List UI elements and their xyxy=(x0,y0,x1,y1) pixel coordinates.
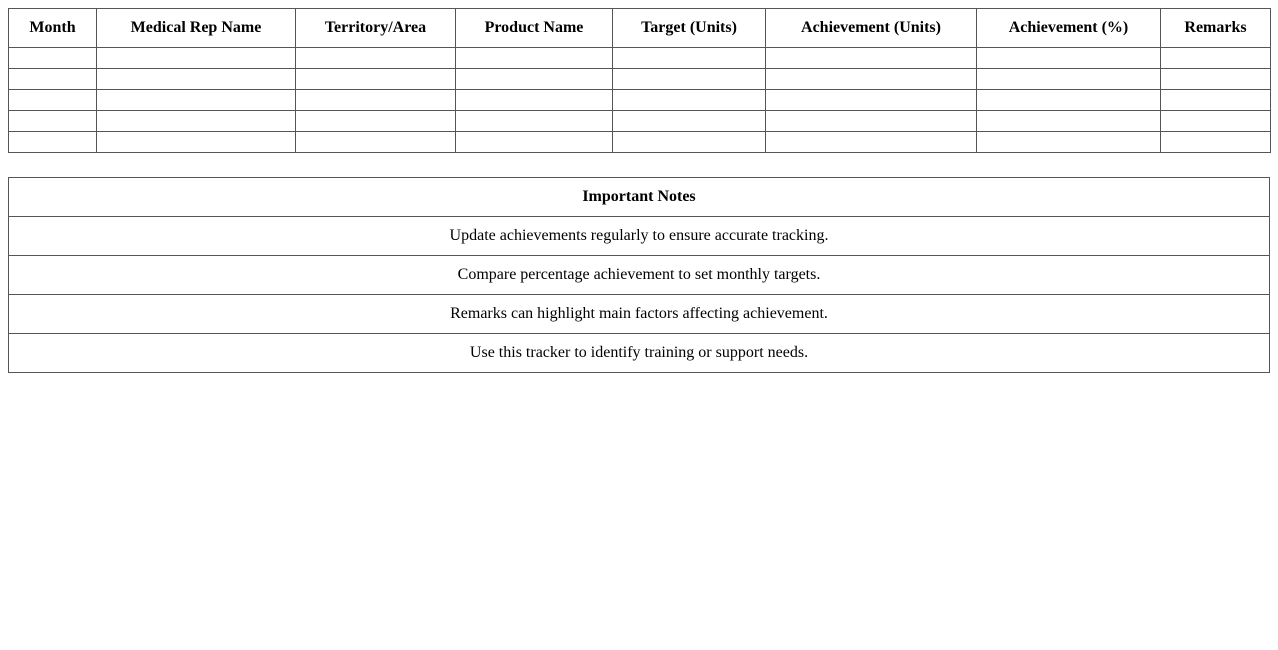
column-header-product-name: Product Name xyxy=(456,9,613,48)
column-header-medical-rep-name: Medical Rep Name xyxy=(97,9,296,48)
table-cell[interactable] xyxy=(1161,69,1271,90)
table-cell[interactable] xyxy=(613,111,766,132)
tracker-table xyxy=(8,8,1271,153)
column-header-achievement-percent: Achievement (%) xyxy=(977,9,1161,48)
table-cell[interactable] xyxy=(9,48,97,69)
table-cell[interactable] xyxy=(613,69,766,90)
note-row xyxy=(9,217,1270,256)
notes-header-row xyxy=(9,178,1270,217)
table-row xyxy=(9,69,1271,90)
table-header-row xyxy=(9,9,1271,48)
table-cell[interactable] xyxy=(456,90,613,111)
notes-table xyxy=(8,177,1270,373)
table-cell[interactable] xyxy=(296,132,456,153)
table-cell[interactable] xyxy=(97,111,296,132)
table-cell[interactable] xyxy=(977,69,1161,90)
table-cell[interactable] xyxy=(456,69,613,90)
column-header-target-units: Target (Units) xyxy=(613,9,766,48)
table-cell[interactable] xyxy=(613,132,766,153)
note-row xyxy=(9,334,1270,373)
table-cell[interactable] xyxy=(97,69,296,90)
table-cell[interactable] xyxy=(456,111,613,132)
table-cell[interactable] xyxy=(296,90,456,111)
column-header-territory-area: Territory/Area xyxy=(296,9,456,48)
table-cell[interactable] xyxy=(97,48,296,69)
table-cell[interactable] xyxy=(766,90,977,111)
note-row xyxy=(9,295,1270,334)
table-cell[interactable] xyxy=(97,90,296,111)
table-cell[interactable] xyxy=(1161,132,1271,153)
column-header-month: Month xyxy=(9,9,97,48)
note-item: Compare percentage achievement to set monthly targets. xyxy=(9,256,1270,295)
table-cell[interactable] xyxy=(1161,48,1271,69)
column-header-achievement-units: Achievement (Units) xyxy=(766,9,977,48)
table-cell[interactable] xyxy=(766,69,977,90)
table-row xyxy=(9,111,1271,132)
table-row xyxy=(9,90,1271,111)
table-cell[interactable] xyxy=(9,69,97,90)
table-cell[interactable] xyxy=(766,132,977,153)
column-header-remarks: Remarks xyxy=(1161,9,1271,48)
table-cell[interactable] xyxy=(456,48,613,69)
table-cell[interactable] xyxy=(766,111,977,132)
table-cell[interactable] xyxy=(613,48,766,69)
table-cell[interactable] xyxy=(9,90,97,111)
table-cell[interactable] xyxy=(1161,111,1271,132)
note-item: Use this tracker to identify training or support needs. xyxy=(9,334,1270,373)
table-cell[interactable] xyxy=(977,48,1161,69)
table-cell[interactable] xyxy=(97,132,296,153)
table-cell[interactable] xyxy=(1161,90,1271,111)
table-row xyxy=(9,132,1271,153)
table-cell[interactable] xyxy=(977,90,1161,111)
table-cell[interactable] xyxy=(9,111,97,132)
note-item: Update achievements regularly to ensure accurate tracking. xyxy=(9,217,1270,256)
table-cell[interactable] xyxy=(296,48,456,69)
table-cell[interactable] xyxy=(977,132,1161,153)
note-row xyxy=(9,256,1270,295)
note-item: Remarks can highlight main factors affecting achievement. xyxy=(9,295,1270,334)
table-cell[interactable] xyxy=(613,90,766,111)
table-cell[interactable] xyxy=(456,132,613,153)
table-cell[interactable] xyxy=(296,111,456,132)
table-cell[interactable] xyxy=(296,69,456,90)
table-cell[interactable] xyxy=(9,132,97,153)
table-cell[interactable] xyxy=(977,111,1161,132)
table-cell[interactable] xyxy=(766,48,977,69)
notes-title: Important Notes xyxy=(9,178,1270,217)
table-row xyxy=(9,48,1271,69)
